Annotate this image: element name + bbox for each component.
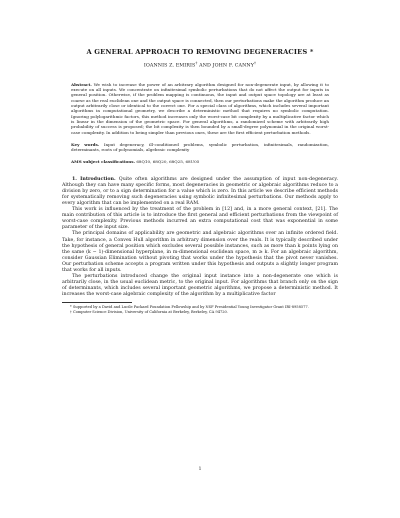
ams-classifications bbox=[71, 159, 329, 164]
author-first: IOANNIS Z. EMIRIS bbox=[143, 63, 196, 69]
footnote: * Supported by a David and Lucile Packard Foundation Fellowship and by NSF Presidential Young Investigator Grant IRI-8958577. bbox=[70, 305, 309, 309]
section-number: 1. bbox=[72, 177, 77, 183]
footnote-divider bbox=[62, 302, 132, 303]
author-second: JOHN F. CANNY bbox=[212, 63, 254, 69]
author-conjunction: AND bbox=[199, 63, 211, 69]
paper-title bbox=[62, 48, 338, 56]
page-number: 1 bbox=[198, 467, 202, 472]
paragraph-text: Quite often algorithms are designed under the assumption of input non-degeneracy. Although they can have many specific forms, most degeneracies in geometric or algebraic algorithms reduce to a division by zero, or to a sign determination for a value which is zero. In this article we describe efficient methods for systematically removing such degeneracies using symbolic infinitesimal perturbations. Our methods apply to every algorithm that can be implemented on a real RAM. bbox=[62, 177, 338, 207]
keywords bbox=[71, 142, 329, 153]
author-first-mark: † bbox=[195, 60, 198, 65]
keywords-text: Input degeneracy, ill-conditioned problems, symbolic perturbation, infinitesimals, randomization, determinants, roots of polynomials, algebraic complexity bbox=[71, 142, 329, 153]
page bbox=[62, 48, 338, 314]
abstract bbox=[71, 82, 329, 135]
introduction-section bbox=[62, 177, 338, 298]
paragraph bbox=[62, 177, 338, 207]
authors bbox=[62, 60, 338, 70]
ams-label: AMS subject classifications. bbox=[71, 158, 135, 164]
ams-text: 68Q10, 68Q20, 68Q25, 68U05 bbox=[136, 158, 200, 164]
section-heading: Introduction. bbox=[80, 177, 116, 183]
author-second-mark: † bbox=[253, 60, 257, 65]
footnotes bbox=[62, 305, 338, 314]
title-footnote-mark: * bbox=[309, 48, 314, 56]
footnote: † Computer Science Division, University of California at Berkeley, Berkeley, CA 94720. bbox=[70, 309, 228, 314]
keywords-label: Key words. bbox=[71, 142, 100, 148]
paragraph: The perturbations introduced change the original input instance into a non-degenerate one which is arbitrarily close, in the usual euclidean metric, to the original input. For algorithms that branch only on the sign of determinants, which includes several important geometric algorithms, we propose a deterministic method. It increases the worst-case algebraic complexity of the algorithm by a multiplicative factor bbox=[62, 273, 338, 297]
paragraph: This work is influenced by the treatment of the problem in [12] and, in a more general context, [21]. The main contribution of this article is to introduce the first general and efficient perturbations from the viewpoint of worst-case complexity. Previous methods incurred an extra computational cost that was exponential in some parameter of the input size. bbox=[62, 207, 338, 231]
title-text: A GENERAL APPROACH TO REMOVING DEGENERACIES bbox=[86, 48, 308, 56]
abstract-label: Abstract. bbox=[71, 81, 92, 87]
paragraph: The principal domains of applicability are geometric and algebraic algorithms over an infinite ordered field. Take, for instance, a Convex Hull algorithm in arbitrary dimension over the reals. It is typically described under the hypothesis of general position which excludes several possible instances, such as more than k points lying on the same (k − 1)-dimensional hyperplane, in m-dimensional euclidean space, m ≥ k. For an algebraic algorithm, consider Gaussian Elimination without pivoting that works under the hypothesis that the pivot never vanishes. Our perturbation scheme accepts a program written under this hypothesis and outputs a slightly longer program that works for all inputs. bbox=[62, 231, 338, 273]
abstract-text: We wish to increase the power of an arbitrary algorithm designed for non-degenerate input, by allowing it to execute on all inputs. We concentrate on infinitesimal symbolic perturbations that do not affect the output for inputs in general position. Otherwise, if the problem mapping is continuous, the input and output space topology are at least as coarse as the real euclidean one and the output space is connected, then our perturbations make the algorithm produce an output arbitrarily close or identical to the correct one. For a special class of algorithms, which includes several important algorithms in computational geometry, we describe a deterministic method that requires no symbolic computation. Ignoring polylogarithmic factors, this method increases only the worst-case bit complexity by a multiplicative factor which is linear in the dimension of the geometric space. For general algorithms, a randomized scheme with arbitrarily high probability of success is proposed; the bit complexity is then bounded by a small-degree polynomial in the original worst-case complexity. In addition to being simpler than previous ones, these are the first efficient perturbation methods. bbox=[71, 81, 329, 135]
